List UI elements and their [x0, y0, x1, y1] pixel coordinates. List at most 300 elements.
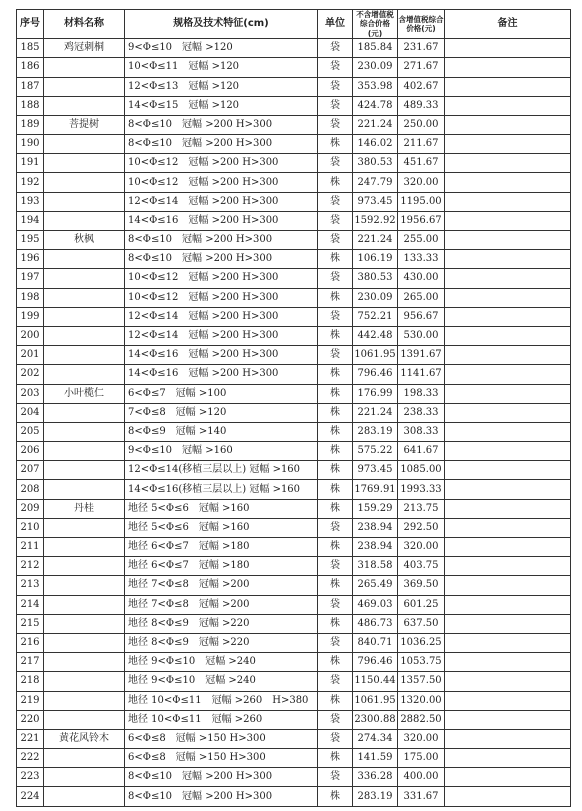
spec-text: 10<Φ≤12 冠幅 >200 H>300 [125, 269, 318, 288]
unit-cell: 袋 [318, 710, 353, 729]
price-inc-vat: 400.00 [398, 768, 445, 787]
price-ex-vat: 230.09 [353, 288, 398, 307]
table-row [17, 787, 571, 806]
unit-cell: 袋 [318, 518, 353, 537]
price-ex-vat: 973.45 [353, 461, 398, 480]
price-inc-vat: 530.00 [398, 326, 445, 345]
spec-text: 10<Φ≤12 冠幅 >200 H>300 [125, 154, 318, 173]
material-name [44, 211, 125, 230]
note-cell [445, 231, 571, 250]
spec-text: 地径 7<Φ≤8 冠幅 >200 [125, 595, 318, 614]
material-name [44, 461, 125, 480]
price-inc-vat: 637.50 [398, 614, 445, 633]
price-ex-vat: 840.71 [353, 633, 398, 652]
price-inc-vat: 1993.33 [398, 480, 445, 499]
table-row [17, 211, 571, 230]
table-row [17, 768, 571, 787]
header-price-inc-vat: 含增值税综合价格(元) [398, 10, 445, 39]
note-cell [445, 211, 571, 230]
row-number: 221 [17, 729, 44, 748]
spec-text: 地径 10<Φ≤11 冠幅 >260 H>380 [125, 691, 318, 710]
table-row [17, 58, 571, 77]
price-inc-vat: 1141.67 [398, 365, 445, 384]
note-cell [445, 365, 571, 384]
material-name [44, 557, 125, 576]
price-ex-vat: 159.29 [353, 499, 398, 518]
spec-text: 12<Φ≤14 冠幅 >200 H>300 [125, 326, 318, 345]
table-row [17, 499, 571, 518]
price-inc-vat: 489.33 [398, 96, 445, 115]
material-name: 菩提树 [44, 115, 125, 134]
material-name [44, 480, 125, 499]
price-ex-vat: 221.24 [353, 231, 398, 250]
row-number: 222 [17, 749, 44, 768]
note-cell [445, 518, 571, 537]
row-number: 209 [17, 499, 44, 518]
price-ex-vat: 380.53 [353, 269, 398, 288]
price-ex-vat: 752.21 [353, 307, 398, 326]
material-name [44, 269, 125, 288]
unit-cell: 袋 [318, 557, 353, 576]
price-ex-vat: 469.03 [353, 595, 398, 614]
unit-cell: 株 [318, 691, 353, 710]
material-name [44, 307, 125, 326]
price-ex-vat: 318.58 [353, 557, 398, 576]
price-ex-vat: 141.59 [353, 749, 398, 768]
unit-cell: 袋 [318, 115, 353, 134]
spec-text: 地径 7<Φ≤8 冠幅 >200 [125, 576, 318, 595]
price-ex-vat: 442.48 [353, 326, 398, 345]
unit-cell: 株 [318, 250, 353, 269]
note-cell [445, 115, 571, 134]
spec-text: 8<Φ≤10 冠幅 >200 H>300 [125, 768, 318, 787]
material-name [44, 768, 125, 787]
unit-cell: 株 [318, 135, 353, 154]
spec-text: 14<Φ≤15 冠幅 >120 [125, 96, 318, 115]
table-row [17, 307, 571, 326]
material-name [44, 288, 125, 307]
row-number: 199 [17, 307, 44, 326]
spec-text: 8<Φ≤10 冠幅 >200 H>300 [125, 231, 318, 250]
row-number: 197 [17, 269, 44, 288]
table-row [17, 595, 571, 614]
table-row [17, 269, 571, 288]
unit-cell: 袋 [318, 269, 353, 288]
spec-text: 7<Φ≤8 冠幅 >120 [125, 403, 318, 422]
row-number: 219 [17, 691, 44, 710]
unit-cell: 株 [318, 384, 353, 403]
price-ex-vat: 1769.91 [353, 480, 398, 499]
row-number: 213 [17, 576, 44, 595]
material-name [44, 422, 125, 441]
note-cell [445, 326, 571, 345]
note-cell [445, 77, 571, 96]
note-cell [445, 288, 571, 307]
unit-cell: 株 [318, 576, 353, 595]
material-name [44, 653, 125, 672]
row-number: 185 [17, 39, 44, 58]
spec-text: 10<Φ≤11 冠幅 >120 [125, 58, 318, 77]
table-row [17, 365, 571, 384]
table-row [17, 346, 571, 365]
row-number: 202 [17, 365, 44, 384]
note-cell [445, 595, 571, 614]
material-name [44, 192, 125, 211]
price-inc-vat: 2882.50 [398, 710, 445, 729]
header-no: 序号 [17, 10, 44, 39]
material-name [44, 749, 125, 768]
price-inc-vat: 1195.00 [398, 192, 445, 211]
material-name [44, 326, 125, 345]
material-name: 秋枫 [44, 231, 125, 250]
price-ex-vat: 283.19 [353, 422, 398, 441]
price-ex-vat: 274.34 [353, 729, 398, 748]
material-name [44, 672, 125, 691]
note-cell [445, 154, 571, 173]
price-inc-vat: 211.67 [398, 135, 445, 154]
unit-cell: 袋 [318, 211, 353, 230]
row-number: 224 [17, 787, 44, 806]
note-cell [445, 307, 571, 326]
price-inc-vat: 601.25 [398, 595, 445, 614]
note-cell [445, 499, 571, 518]
table-row [17, 691, 571, 710]
price-inc-vat: 1036.25 [398, 633, 445, 652]
spec-text: 14<Φ≤16 冠幅 >200 H>300 [125, 211, 318, 230]
unit-cell: 袋 [318, 768, 353, 787]
unit-cell: 株 [318, 442, 353, 461]
price-inc-vat: 198.33 [398, 384, 445, 403]
price-ex-vat: 221.24 [353, 403, 398, 422]
material-name [44, 154, 125, 173]
price-inc-vat: 308.33 [398, 422, 445, 441]
price-ex-vat: 238.94 [353, 518, 398, 537]
note-cell [445, 691, 571, 710]
spec-text: 8<Φ≤10 冠幅 >200 H>300 [125, 787, 318, 806]
price-ex-vat: 575.22 [353, 442, 398, 461]
table-row [17, 710, 571, 729]
price-inc-vat: 271.67 [398, 58, 445, 77]
row-number: 196 [17, 250, 44, 269]
spec-text: 6<Φ≤8 冠幅 >150 H>300 [125, 749, 318, 768]
material-name [44, 135, 125, 154]
spec-text: 8<Φ≤10 冠幅 >200 H>300 [125, 135, 318, 154]
price-inc-vat: 265.00 [398, 288, 445, 307]
table-row [17, 614, 571, 633]
spec-text: 6<Φ≤8 冠幅 >150 H>300 [125, 729, 318, 748]
unit-cell: 袋 [318, 595, 353, 614]
price-ex-vat: 247.79 [353, 173, 398, 192]
note-cell [445, 480, 571, 499]
price-table [16, 9, 571, 807]
price-inc-vat: 238.33 [398, 403, 445, 422]
unit-cell: 株 [318, 288, 353, 307]
price-inc-vat: 403.75 [398, 557, 445, 576]
unit-cell: 袋 [318, 192, 353, 211]
price-inc-vat: 402.67 [398, 77, 445, 96]
material-name [44, 787, 125, 806]
unit-cell: 袋 [318, 39, 353, 58]
spec-text: 10<Φ≤12 冠幅 >200 H>300 [125, 173, 318, 192]
material-name [44, 96, 125, 115]
price-ex-vat: 283.19 [353, 787, 398, 806]
unit-cell: 株 [318, 173, 353, 192]
note-cell [445, 96, 571, 115]
row-number: 212 [17, 557, 44, 576]
material-name [44, 365, 125, 384]
note-cell [445, 269, 571, 288]
unit-cell: 袋 [318, 58, 353, 77]
price-ex-vat: 1592.92 [353, 211, 398, 230]
header-spec: 规格及技术特征(cm) [125, 10, 318, 39]
price-inc-vat: 320.00 [398, 173, 445, 192]
row-number: 215 [17, 614, 44, 633]
price-inc-vat: 320.00 [398, 729, 445, 748]
price-ex-vat: 796.46 [353, 365, 398, 384]
row-number: 214 [17, 595, 44, 614]
row-number: 203 [17, 384, 44, 403]
spec-text: 8<Φ≤10 冠幅 >200 H>300 [125, 115, 318, 134]
material-name: 鸡冠刺桐 [44, 39, 125, 58]
row-number: 200 [17, 326, 44, 345]
table-row [17, 326, 571, 345]
unit-cell: 袋 [318, 154, 353, 173]
material-name: 小叶榄仁 [44, 384, 125, 403]
note-cell [445, 39, 571, 58]
row-number: 190 [17, 135, 44, 154]
unit-cell: 株 [318, 749, 353, 768]
spec-text: 12<Φ≤14 冠幅 >200 H>300 [125, 192, 318, 211]
row-number: 220 [17, 710, 44, 729]
row-number: 198 [17, 288, 44, 307]
price-inc-vat: 641.67 [398, 442, 445, 461]
spec-text: 地径 10<Φ≤11 冠幅 >260 [125, 710, 318, 729]
material-name [44, 518, 125, 537]
unit-cell: 袋 [318, 96, 353, 115]
unit-cell: 袋 [318, 672, 353, 691]
note-cell [445, 422, 571, 441]
price-inc-vat: 213.75 [398, 499, 445, 518]
price-ex-vat: 1150.44 [353, 672, 398, 691]
row-number: 189 [17, 115, 44, 134]
spec-text: 地径 9<Φ≤10 冠幅 >240 [125, 653, 318, 672]
table-row [17, 633, 571, 652]
price-inc-vat: 250.00 [398, 115, 445, 134]
unit-cell: 袋 [318, 77, 353, 96]
unit-cell: 袋 [318, 307, 353, 326]
material-name [44, 403, 125, 422]
table-row [17, 461, 571, 480]
price-ex-vat: 380.53 [353, 154, 398, 173]
note-cell [445, 538, 571, 557]
table-row [17, 518, 571, 537]
price-ex-vat: 185.84 [353, 39, 398, 58]
price-ex-vat: 424.78 [353, 96, 398, 115]
table-row [17, 442, 571, 461]
row-number: 205 [17, 422, 44, 441]
table-row [17, 538, 571, 557]
note-cell [445, 787, 571, 806]
row-number: 204 [17, 403, 44, 422]
header-price-ex-vat: 不含增值税综合价格(元) [353, 10, 398, 39]
price-ex-vat: 336.28 [353, 768, 398, 787]
spec-text: 地径 8<Φ≤9 冠幅 >220 [125, 633, 318, 652]
price-inc-vat: 1391.67 [398, 346, 445, 365]
row-number: 223 [17, 768, 44, 787]
price-ex-vat: 796.46 [353, 653, 398, 672]
table-body [17, 39, 571, 807]
table-row [17, 672, 571, 691]
table-row [17, 135, 571, 154]
spec-text: 地径 5<Φ≤6 冠幅 >160 [125, 499, 318, 518]
price-inc-vat: 1956.67 [398, 211, 445, 230]
row-number: 218 [17, 672, 44, 691]
table-row [17, 115, 571, 134]
table-row [17, 576, 571, 595]
row-number: 193 [17, 192, 44, 211]
note-cell [445, 768, 571, 787]
row-number: 188 [17, 96, 44, 115]
table-row [17, 173, 571, 192]
unit-cell: 株 [318, 461, 353, 480]
row-number: 217 [17, 653, 44, 672]
note-cell [445, 576, 571, 595]
row-number: 207 [17, 461, 44, 480]
spec-text: 地径 8<Φ≤9 冠幅 >220 [125, 614, 318, 633]
note-cell [445, 442, 571, 461]
spec-text: 12<Φ≤13 冠幅 >120 [125, 77, 318, 96]
spec-text: 8<Φ≤9 冠幅 >140 [125, 422, 318, 441]
material-name [44, 250, 125, 269]
material-name [44, 77, 125, 96]
price-ex-vat: 221.24 [353, 115, 398, 134]
table-row [17, 192, 571, 211]
unit-cell: 株 [318, 538, 353, 557]
material-name [44, 710, 125, 729]
row-number: 192 [17, 173, 44, 192]
table-row [17, 250, 571, 269]
material-name [44, 691, 125, 710]
header-note: 备注 [445, 10, 571, 39]
table-row [17, 729, 571, 748]
material-name: 黄花风铃木 [44, 729, 125, 748]
note-cell [445, 173, 571, 192]
price-ex-vat: 106.19 [353, 250, 398, 269]
material-name [44, 173, 125, 192]
spec-text: 10<Φ≤12 冠幅 >200 H>300 [125, 288, 318, 307]
table-row [17, 384, 571, 403]
spec-text: 12<Φ≤14(移植三层以上) 冠幅 >160 [125, 461, 318, 480]
note-cell [445, 192, 571, 211]
spec-text: 14<Φ≤16 冠幅 >200 H>300 [125, 365, 318, 384]
price-inc-vat: 255.00 [398, 231, 445, 250]
price-inc-vat: 1357.50 [398, 672, 445, 691]
table-row [17, 480, 571, 499]
row-number: 211 [17, 538, 44, 557]
row-number: 191 [17, 154, 44, 173]
unit-cell: 袋 [318, 633, 353, 652]
price-inc-vat: 369.50 [398, 576, 445, 595]
price-inc-vat: 331.67 [398, 787, 445, 806]
unit-cell: 株 [318, 787, 353, 806]
unit-cell: 株 [318, 480, 353, 499]
header-name: 材料名称 [44, 10, 125, 39]
note-cell [445, 729, 571, 748]
note-cell [445, 403, 571, 422]
spec-text: 8<Φ≤10 冠幅 >200 H>300 [125, 250, 318, 269]
note-cell [445, 633, 571, 652]
header-unit: 单位 [318, 10, 353, 39]
material-name [44, 442, 125, 461]
row-number: 206 [17, 442, 44, 461]
spec-text: 地径 6<Φ≤7 冠幅 >180 [125, 557, 318, 576]
unit-cell: 株 [318, 365, 353, 384]
material-name [44, 58, 125, 77]
note-cell [445, 250, 571, 269]
note-cell [445, 58, 571, 77]
price-ex-vat: 230.09 [353, 58, 398, 77]
material-name [44, 346, 125, 365]
table-row [17, 403, 571, 422]
row-number: 194 [17, 211, 44, 230]
table-row [17, 653, 571, 672]
price-inc-vat: 1053.75 [398, 653, 445, 672]
material-name [44, 614, 125, 633]
unit-cell: 株 [318, 614, 353, 633]
price-inc-vat: 320.00 [398, 538, 445, 557]
spec-text: 9<Φ≤10 冠幅 >160 [125, 442, 318, 461]
material-name [44, 595, 125, 614]
spec-text: 14<Φ≤16 冠幅 >200 H>300 [125, 346, 318, 365]
price-ex-vat: 1061.95 [353, 346, 398, 365]
price-inc-vat: 1085.00 [398, 461, 445, 480]
unit-cell: 袋 [318, 346, 353, 365]
spec-text: 14<Φ≤16(移植三层以上) 冠幅 >160 [125, 480, 318, 499]
note-cell [445, 461, 571, 480]
unit-cell: 株 [318, 403, 353, 422]
unit-cell: 株 [318, 326, 353, 345]
price-inc-vat: 1320.00 [398, 691, 445, 710]
price-ex-vat: 353.98 [353, 77, 398, 96]
spec-text: 地径 9<Φ≤10 冠幅 >240 [125, 672, 318, 691]
price-ex-vat: 238.94 [353, 538, 398, 557]
table-row [17, 749, 571, 768]
table-row [17, 39, 571, 58]
table-header [17, 10, 571, 39]
price-inc-vat: 292.50 [398, 518, 445, 537]
price-inc-vat: 231.67 [398, 39, 445, 58]
price-ex-vat: 973.45 [353, 192, 398, 211]
material-name: 丹桂 [44, 499, 125, 518]
note-cell [445, 384, 571, 403]
price-ex-vat: 1061.95 [353, 691, 398, 710]
spec-text: 9<Φ≤10 冠幅 >120 [125, 39, 318, 58]
note-cell [445, 710, 571, 729]
table-row [17, 96, 571, 115]
material-name [44, 633, 125, 652]
table-row [17, 231, 571, 250]
row-number: 201 [17, 346, 44, 365]
spec-text: 12<Φ≤14 冠幅 >200 H>300 [125, 307, 318, 326]
row-number: 216 [17, 633, 44, 652]
price-ex-vat: 265.49 [353, 576, 398, 595]
note-cell [445, 614, 571, 633]
note-cell [445, 557, 571, 576]
note-cell [445, 653, 571, 672]
spec-text: 6<Φ≤7 冠幅 >100 [125, 384, 318, 403]
note-cell [445, 346, 571, 365]
table-row [17, 154, 571, 173]
